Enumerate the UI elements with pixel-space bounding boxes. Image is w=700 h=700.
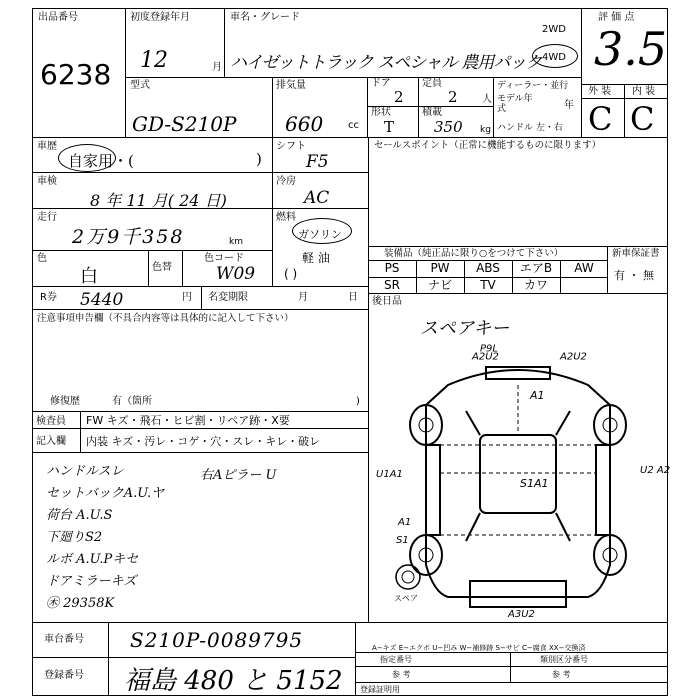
shift-value: F5: [306, 152, 329, 172]
car-name: ハイゼットトラック スペシャル 農用パック: [230, 53, 542, 73]
capacity-unit: 人: [482, 94, 492, 105]
displacement-unit: cc: [348, 120, 359, 131]
inspector-note: 荷台 A.U.S: [46, 508, 113, 523]
inspector-note: 下廻りS2: [46, 530, 103, 545]
recycle-divider: [201, 286, 202, 310]
history-close: ): [256, 150, 262, 168]
mileage-label: 走行: [37, 212, 57, 223]
diag-label-right: U2 A2: [640, 465, 671, 476]
inspector-interior-row: 内装 キズ・汚レ・コゲ・穴・スレ・キレ・破レ: [86, 435, 321, 448]
diag-label-left: U1A1: [376, 469, 403, 480]
equipment-divider: [560, 277, 561, 294]
equipment-divider: [416, 260, 417, 277]
row-line-3: [32, 250, 272, 251]
drive-4wd-circle: [532, 44, 578, 68]
equipment-divider: [512, 277, 513, 294]
displacement-label: 排気量: [276, 80, 306, 91]
equipment-item: SR: [384, 278, 400, 292]
history-value: 自家用・(: [68, 152, 134, 170]
first-reg-year: 12: [140, 48, 168, 73]
repair-value: 有（箇所: [112, 396, 152, 407]
car-name-label: 車名・グレード: [230, 12, 300, 23]
drive-2wd: 2WD: [542, 24, 566, 35]
model-value: GD-S210P: [132, 112, 237, 136]
first-reg-month-unit: 月: [212, 62, 222, 73]
name-change-day: 日: [348, 292, 358, 303]
shape-value: T: [384, 118, 395, 136]
lot-label: 出品番号: [38, 12, 78, 23]
diag-label-top-left: A2U2: [472, 351, 499, 363]
color-divider-2: [182, 250, 183, 286]
history-circle: [58, 144, 116, 172]
equipment-item: TV: [480, 278, 496, 292]
rear-floor-label: 後日品: [372, 296, 402, 307]
model-year-label: モデル年式: [497, 94, 533, 114]
color-code-label: 色コード: [204, 253, 244, 264]
equipment-item: カワ: [523, 278, 548, 292]
plate-label: 登録番号: [44, 670, 84, 681]
footer-ref-line-1: [355, 666, 668, 667]
diag-label-roof: S1A1: [520, 477, 549, 490]
equipment-label: 装備品（純正品に限り○をつけて下さい）: [384, 248, 564, 259]
color-change-label: 色替: [152, 262, 172, 273]
repair-label: 修復歴: [50, 396, 80, 407]
history-divider: [272, 137, 273, 286]
doors-label: ドア: [371, 78, 391, 89]
inspection-label: 車検: [37, 176, 57, 187]
spare-tire: [396, 565, 420, 589]
recycle-value: 5440: [80, 290, 124, 310]
chassis-label: 車台番号: [44, 634, 84, 645]
equipment-item: AW: [574, 261, 594, 275]
roof-outline: [480, 435, 556, 513]
color-label: 色: [37, 253, 47, 264]
ext-int-divider: [624, 84, 625, 138]
damage-diagram: [370, 343, 671, 620]
ac-value: AC: [304, 188, 330, 208]
footer-ref-div-1: [510, 652, 511, 682]
equipment-divider: [464, 260, 465, 277]
diag-label-spare: スペア: [394, 594, 418, 603]
inspector-note-right: 右Aピラー U: [200, 468, 277, 483]
grade-value: 3.5: [594, 22, 668, 76]
inspector-fw-row: FW キズ・飛石・ヒビ割・リペア跡・X要: [86, 414, 290, 427]
designated-label: 指定番号: [380, 655, 412, 664]
color-value: 白: [80, 266, 98, 287]
category-label: 類別区分番号: [540, 655, 588, 664]
repair-close: ): [356, 396, 360, 407]
selling-points-box: [368, 137, 668, 247]
fuel-paren: ( ): [284, 267, 298, 281]
equipment-divider: [512, 260, 513, 277]
equipment-item: PS: [384, 261, 400, 275]
ac-label: 冷房: [276, 176, 296, 187]
displacement-value: 660: [285, 112, 324, 136]
diag-label-top-right: A2U2: [560, 351, 587, 363]
inspector-line-1: [32, 428, 369, 429]
selling-points-label: セールスポイント（正常に機能するものに限ります）: [374, 140, 602, 151]
body-outline: [426, 370, 610, 597]
name-change-month: 月: [298, 292, 308, 303]
equipment-divider: [560, 260, 561, 277]
fuel-gas: ガソリン: [298, 228, 342, 241]
row-line-1: [32, 172, 369, 173]
recycle-label: R券: [40, 292, 57, 303]
name-change-label: 名変期限: [208, 292, 248, 303]
recycle-unit: 円: [182, 292, 192, 303]
reg-cert-label: 登録証明用: [360, 685, 400, 694]
inspector-divider: [80, 411, 81, 452]
equipment-divider: [416, 277, 417, 294]
inspector-note: ㊍ 29358K: [46, 596, 115, 611]
inspector-line-2: [32, 452, 369, 453]
exterior-label: 外 装: [588, 86, 612, 97]
chassis-value: S210P-0089795: [130, 628, 304, 652]
handle-label: ハンドル 左・右: [497, 123, 563, 133]
notes-label: 注意事項申告欄（不具合内容等は具体的に記入して下さい）: [37, 313, 294, 324]
diag-label-left-low2: S1: [396, 535, 409, 546]
model-year-unit: 年: [564, 100, 574, 111]
diag-label-bottom: A3U2: [508, 609, 535, 620]
reference-2: 参 考: [552, 670, 571, 679]
equipment-item: ABS: [476, 261, 500, 275]
model-label: 型式: [130, 80, 150, 91]
mileage-unit: km: [229, 237, 243, 247]
diag-label-hood: A1: [530, 389, 545, 402]
load-label: 積載: [422, 107, 442, 118]
mileage-value: 2万9千358: [72, 226, 185, 248]
capacity-label: 定員: [422, 78, 442, 89]
interior-label: 内 装: [632, 86, 656, 97]
grade-label: 評 価 点: [598, 12, 635, 23]
load-unit: kg: [480, 125, 491, 135]
history-label: 車歴: [37, 141, 57, 152]
inspector-label-1: 検査員: [36, 416, 66, 427]
rear-floor-value: スペアキー: [420, 318, 510, 339]
inspector-note: ドアミラーキズ: [46, 574, 137, 589]
inspector-note: ルボ A.U.Pキセ: [46, 552, 139, 567]
equipment-item: ナビ: [427, 278, 452, 292]
interior-value: C: [630, 100, 655, 138]
color-divider-1: [148, 250, 149, 286]
fuel-label: 燃料: [276, 212, 296, 223]
color-code-value: W09: [216, 264, 256, 284]
footer-ref-line-2: [355, 682, 668, 683]
inspector-note: セットバックA.U.ヤ: [46, 486, 165, 501]
inspection-value: 8 年 11 月( 24 日): [90, 191, 227, 210]
dealer-label: ディーラー・並行: [497, 81, 569, 91]
reference-1: 参 考: [392, 670, 411, 679]
equipment-item: PW: [430, 261, 450, 275]
fuel-gas-circle: [292, 218, 352, 244]
equipment-divider: [464, 277, 465, 294]
damage-legend: A−キズ E−エクボ U−凹み W−補修跡 S−サビ C−腐食 XX−交換済: [372, 644, 586, 652]
lot-number: 6238: [40, 58, 112, 91]
exterior-value: C: [588, 100, 613, 138]
drive-4wd: 4WD: [542, 52, 566, 63]
diag-label-top-a: P9L: [480, 343, 498, 355]
equipment-item: エアB: [519, 261, 553, 275]
shape-label: 形状: [371, 107, 391, 118]
inspector-note: ハンドルスレ: [46, 464, 124, 479]
warranty-label: 新車保証書: [612, 248, 660, 259]
first-reg-label: 初度登録年月: [130, 12, 190, 23]
ext-int-line: [581, 98, 668, 99]
diag-label-left-low1: A1: [398, 517, 412, 528]
inspector-label-2: 記入欄: [36, 436, 66, 447]
fuel-diesel: 軽 油: [302, 251, 330, 265]
capacity-value: 2: [448, 88, 458, 106]
shift-label: シフト: [276, 141, 306, 152]
plate-value: 福島 480 と 5152: [124, 666, 343, 696]
doors-value: 2: [394, 88, 404, 106]
warranty-value: 有 ・ 無: [614, 269, 654, 282]
load-value: 350: [434, 118, 463, 136]
